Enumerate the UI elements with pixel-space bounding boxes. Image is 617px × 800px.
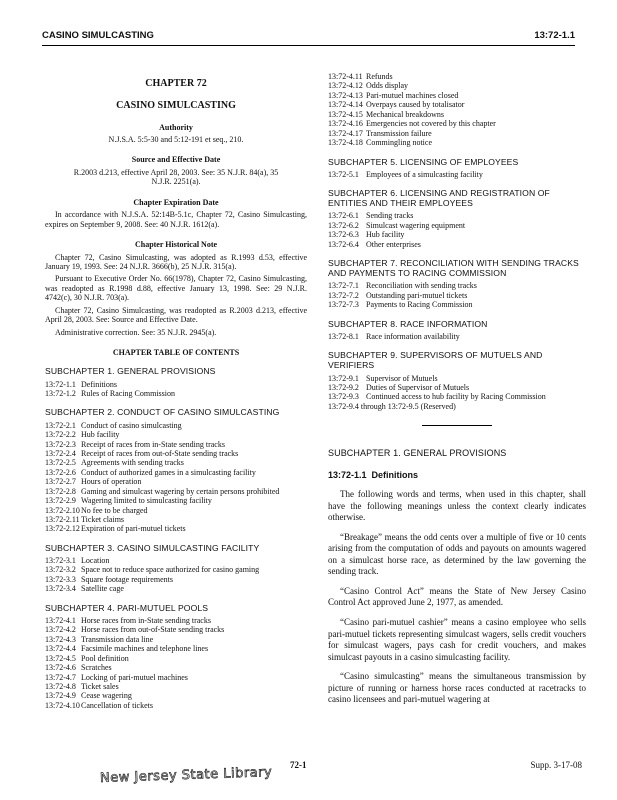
toc-entry: [45, 701, 307, 710]
toc-entry-number: 13:72-5.1: [328, 169, 359, 179]
toc-entry: [45, 691, 307, 700]
toc-subchapter-title: SUBCHAPTER 4. PARI-MUTUEL POOLS: [45, 602, 209, 613]
header-rule: [42, 45, 575, 46]
toc-entry-text: Expiration of pari-mutuel tickets: [81, 524, 186, 534]
toc-left: [45, 366, 307, 710]
toc-entry-number: 13:72-4.7: [45, 672, 76, 682]
toc-entry-number: 13:72-2.8: [45, 486, 76, 496]
toc-entry-text: Horse races from in-State sending tracks: [81, 615, 211, 625]
toc-entry: [328, 119, 586, 128]
toc-entry-text: Employees of a simulcasting facility: [366, 169, 483, 179]
toc-entry-number: 13:72-2.6: [45, 467, 76, 477]
authority-heading: Authority: [159, 122, 193, 132]
toc-entry-number: 13:72-4.9: [45, 691, 76, 701]
toc-entry-text: Refunds: [366, 72, 393, 81]
toc-entry-text: Receipt of races from in-State sending tracks: [81, 439, 225, 449]
toc-entry-number: 13:72-4.6: [45, 663, 76, 673]
toc-entry-text: Mechanical breakdowns: [366, 109, 444, 119]
toc-entry-number: 13:72-6.1: [328, 211, 359, 221]
body-paragraph: The following words and terms, when used in this chapter, shall have the following meanings unless the context clearly indicates otherwise.: [328, 489, 586, 523]
toc-subchapter-title: SUBCHAPTER 3. CASINO SIMULCASTING FACILITY: [45, 542, 260, 553]
toc-entry-text: Continued access to hub facility by Racing Commission: [366, 392, 546, 402]
toc-entry-number: 13:72-3.1: [45, 556, 76, 566]
section-body: [328, 489, 586, 705]
toc-entry: [328, 211, 586, 220]
toc-entry: [328, 374, 586, 383]
toc-entry-text: Locking of pari-mutuel machines: [81, 672, 188, 682]
toc-entry-number: 13:72-8.1: [328, 331, 359, 341]
section-number: 13:72-1.1: [328, 469, 367, 480]
toc-entry-text: Wagering limited to simulcasting facility: [81, 496, 212, 506]
toc-entry-number: 13:72-2.2: [45, 430, 76, 440]
toc-entry: [45, 458, 307, 467]
toc-entry: [328, 129, 586, 138]
history-paragraph: Pursuant to Executive Order No. 66(1978), Chapter 72, Casino Simulcasting, was readopted as R.1998 d.88, effective January 13, 1998. See: 29 N.J.R. 4742(c), 30 N.J.R. 703(a).: [45, 274, 307, 303]
toc-entry-number: 13:72-6.4: [328, 239, 359, 249]
toc-entry-text: Facsimile machines and telephone lines: [81, 644, 209, 654]
separator-rule: [422, 425, 492, 426]
toc-entry: [328, 402, 586, 411]
toc-entry: [45, 440, 307, 449]
toc-entry-number: 13:72-4.3: [45, 634, 76, 644]
toc-entry-text: 13:72-9.4 through 13:72-9.5 (Reserved): [328, 401, 456, 411]
chapter-title: CASINO SIMULCASTING: [116, 99, 236, 111]
toc-entry-text: Square footage requirements: [81, 574, 173, 584]
toc-entry-number: 13:72-2.11: [45, 515, 80, 524]
toc-entry: [328, 221, 586, 230]
history-paragraph: Chapter 72, Casino Simulcasting, was readopted as R.2003 d.213, effective April 28, 2003. See: Source and Effective Date.: [45, 305, 307, 325]
toc-subchapter-title: SUBCHAPTER 2. CONDUCT OF CASINO SIMULCASTING: [45, 407, 280, 418]
toc-entry-text: Conduct of authorized games in a simulcasting facility: [81, 467, 256, 477]
toc-entry-text: Agreements with sending tracks: [81, 458, 184, 468]
toc-entry: [328, 332, 586, 341]
toc-entry-text: Receipt of races from out-of-State sending tracks: [81, 448, 239, 458]
toc-entry-text: Hours of operation: [81, 477, 142, 487]
chapter-number: CHAPTER 72: [145, 78, 207, 89]
toc-entry: [45, 673, 307, 682]
toc-entry-text: Outstanding pari-mutuel tickets: [366, 290, 468, 300]
toc-entry-number: 13:72-3.2: [45, 565, 76, 575]
library-stamp: New Jersey State Library: [99, 764, 273, 787]
toc-entry: [45, 515, 307, 524]
toc-entry-text: Gaming and simulcast wagering by certain persons prohibited: [81, 486, 280, 496]
toc-entry-text: Other enterprises: [366, 239, 421, 249]
toc-entry-number: 13:72-2.10: [45, 505, 80, 515]
toc-entry-text: Definitions: [81, 379, 117, 389]
toc-entry-number: 13:72-2.3: [45, 439, 76, 449]
toc-subchapter-title: SUBCHAPTER 8. RACE INFORMATION: [328, 318, 488, 329]
toc-entry: [45, 421, 307, 430]
toc-subchapter-title: SUBCHAPTER 7. RECONCILIATION WITH SENDING TRACKS AND PAYMENTS TO RACING COMMISSION: [328, 258, 579, 279]
toc-entry: [45, 380, 307, 389]
toc-entry: [45, 616, 307, 625]
toc-entry-number: 13:72-1.2: [45, 389, 76, 399]
toc-continuation: [328, 72, 586, 148]
toc-entry-text: Overpays caused by totalisator: [366, 100, 465, 110]
toc-entry-number: 13:72-7.3: [328, 300, 359, 310]
toc-entry-number: 13:72-4.14: [328, 100, 363, 110]
toc-entry-number: 13:72-7.1: [328, 281, 359, 291]
toc-entry-number: 13:72-2.1: [45, 420, 76, 430]
body-paragraph: “Breakage” means the odd cents over a multiple of five or 10 cents arising from the computation of odds and payouts on amounts wagered on a simulcast horse race, as determined by the law governing the sending track.: [328, 531, 586, 577]
toc-entry-text: Cease wagering: [81, 691, 132, 701]
toc-entry-number: 13:72-9.1: [328, 373, 359, 383]
toc-subchapter-title: SUBCHAPTER 1. GENERAL PROVISIONS: [45, 366, 216, 377]
history-paragraph: Chapter 72, Casino Simulcasting, was adopted as R.1993 d.53, effective January 19, 1993. See: 24 N.J.R. 3666(b), 25 N.J.R. 315(a).: [45, 252, 307, 271]
body-subchapter-title: SUBCHAPTER 1. GENERAL PROVISIONS: [328, 448, 507, 459]
toc-entry-text: Duties of Supervisor of Mutuels: [366, 383, 470, 392]
toc-entry-text: Rules of Racing Commission: [81, 389, 175, 399]
toc-entry-number: 13:72-3.4: [45, 584, 76, 594]
toc-subchapter-title: SUBCHAPTER 9. SUPERVISORS OF MUTUELS AND VERIFIERS: [328, 350, 543, 371]
toc-entry-number: 13:72-4.11: [328, 72, 363, 81]
toc-entry: [45, 468, 307, 477]
toc-entry-text: Transmission failure: [366, 128, 432, 138]
toc-entry-number: 13:72-2.7: [45, 477, 76, 487]
body-paragraph: “Casino simulcasting” means the simultaneous transmission by picture of running or harness horse races conducted at racetracks to casino licensees and pari-mutuel wagering at: [328, 671, 586, 705]
toc-entry-text: Simulcast wagering equipment: [366, 220, 466, 230]
section-title: Definitions: [371, 469, 419, 480]
toc-entry: [328, 170, 586, 179]
toc-entry: [45, 506, 307, 515]
toc-subchapter-title: SUBCHAPTER 5. LICENSING OF EMPLOYEES: [328, 156, 519, 167]
supplement-date: Supp. 3-17-08: [530, 760, 582, 770]
toc-entry-text: Horse races from out-of-State sending tracks: [81, 625, 225, 635]
history-paragraph: Administrative correction. See: 35 N.J.R. 2945(a).: [55, 327, 217, 337]
toc-entry-number: 13:72-4.4: [45, 644, 76, 654]
toc-entry: [328, 383, 586, 392]
toc-entry-number: 13:72-4.15: [328, 109, 363, 119]
header-title: CASINO SIMULCASTING: [42, 30, 154, 41]
toc-entry-text: Payments to Racing Commission: [366, 300, 473, 310]
toc-entry-text: Space not to reduce space authorized for casino gaming: [81, 565, 260, 575]
toc-subchapter-title: SUBCHAPTER 6. LICENSING AND REGISTRATION OF ENTITIES AND THEIR EMPLOYEES: [328, 188, 550, 209]
header-section: 13:72-1.1: [534, 30, 575, 41]
toc-entry: [45, 477, 307, 486]
toc-entry: [328, 72, 586, 81]
section-heading: [328, 470, 586, 482]
toc-entry: [45, 625, 307, 634]
toc-entry: [45, 556, 307, 565]
toc-entry-text: Reconciliation with sending tracks: [366, 281, 477, 291]
toc-entry-number: 13:72-9.2: [328, 383, 359, 392]
toc-entry-text: Ticket claims: [81, 515, 125, 524]
toc-entry: [45, 654, 307, 663]
toc-entry: [45, 524, 307, 533]
toc-entry-text: Hub facility: [366, 230, 405, 240]
body-paragraph: “Casino Control Act” means the State of New Jersey Casino Control Act approved June 2, 1977, as amended.: [328, 585, 586, 608]
toc-entry-number: 13:72-2.4: [45, 448, 76, 458]
toc-entry: [45, 635, 307, 644]
toc-entry-text: Location: [81, 556, 110, 566]
toc-entry-text: Commingling notice: [366, 138, 432, 148]
toc-entry-text: Hub facility: [81, 430, 120, 440]
history-heading: Chapter Historical Note: [134, 240, 218, 250]
toc-entry: [328, 138, 586, 147]
toc-entry-number: 13:72-4.5: [45, 653, 76, 663]
toc-entry-text: Pari-mutuel machines closed: [366, 90, 459, 100]
toc-entry-text: Sending tracks: [366, 211, 414, 221]
toc-entry: [45, 575, 307, 584]
toc-entry-text: Race information availability: [366, 331, 460, 341]
toc-entry-text: Transmission data line: [81, 634, 154, 644]
toc-entry: [328, 392, 586, 401]
toc-entry-number: 13:72-4.13: [328, 90, 363, 100]
toc-entry-number: 13:72-4.2: [45, 625, 76, 635]
toc-entry-number: 13:72-2.9: [45, 496, 76, 506]
toc-entry: [45, 496, 307, 505]
expiration-heading: Chapter Expiration Date: [133, 197, 219, 207]
toc-entry-text: Satellite cage: [81, 584, 124, 594]
page-number: 72-1: [290, 760, 307, 770]
toc-entry-text: Supervisor of Mutuels: [366, 373, 438, 383]
toc-heading: CHAPTER TABLE OF CONTENTS: [112, 348, 240, 358]
toc-entry-number: 13:72-3.3: [45, 574, 76, 584]
toc-entry-number: 13:72-4.18: [328, 138, 363, 148]
body-paragraph: “Casino pari-mutuel cashier” means a casino employee who sells pari-mutuel tickets representing simulcast wagers, sells credit vouchers for simulcast wagers, pays cash for credit vouchers, and makes simulcast payouts in a casino simulcasting facility.: [328, 616, 586, 662]
toc-entry-text: Ticket sales: [81, 681, 119, 691]
toc-entry-number: 13:72-4.1: [45, 615, 76, 625]
toc-entry-number: 13:72-2.12: [45, 524, 80, 534]
toc-entry: [328, 100, 586, 109]
toc-entry-number: 13:72-4.8: [45, 681, 76, 691]
toc-entry: [45, 389, 307, 398]
toc-entry-number: 13:72-4.17: [328, 128, 363, 138]
toc-entry: [45, 449, 307, 458]
toc-entry: [45, 644, 307, 653]
toc-entry: [45, 565, 307, 574]
toc-entry: [45, 682, 307, 691]
toc-right: [328, 157, 586, 412]
toc-entry-number: 13:72-4.12: [328, 81, 363, 91]
toc-entry-number: 13:72-9.3: [328, 392, 359, 402]
toc-entry: [328, 230, 586, 239]
toc-entry-text: Scratches: [81, 663, 112, 673]
toc-entry-number: 13:72-1.1: [45, 379, 76, 389]
toc-entry-text: Emergencies not covered by this chapter: [366, 119, 496, 129]
toc-entry-number: 13:72-4.16: [328, 119, 363, 129]
right-column: [328, 72, 586, 706]
toc-entry-text: Cancellation of tickets: [81, 700, 153, 710]
toc-entry-text: Conduct of casino simulcasting: [81, 420, 182, 430]
toc-entry-number: 13:72-2.5: [45, 458, 76, 468]
expiration-text: In accordance with N.J.S.A. 52:14B-5.1c, Chapter 72, Casino Simulcasting, expires on September 9, 2008. See: 40 N.J.R. 1612(a).: [45, 210, 307, 229]
toc-entry: [328, 291, 586, 300]
toc-entry-text: Pool definition: [81, 653, 129, 663]
toc-entry: [328, 281, 586, 290]
toc-entry-number: 13:72-4.10: [45, 700, 80, 710]
toc-entry-number: 13:72-6.2: [328, 220, 359, 230]
toc-entry: [328, 240, 586, 249]
toc-entry-number: 13:72-7.2: [328, 290, 359, 300]
toc-entry-number: 13:72-6.3: [328, 230, 359, 240]
running-header: [42, 30, 575, 41]
source-text: R.2003 d.213, effective April 28, 2003. See: 35 N.J.R. 84(a), 35 N.J.R. 2251(a).: [73, 167, 279, 187]
history-notes: [45, 253, 307, 338]
authority-text: N.J.S.A. 5:5-30 and 5:12-191 et seq., 210.: [108, 135, 244, 145]
toc-entry: [328, 300, 586, 309]
toc-entry: [45, 584, 307, 593]
toc-entry: [328, 81, 586, 90]
source-heading: Source and Effective Date: [131, 155, 221, 165]
toc-entry: [45, 487, 307, 496]
toc-entry: [45, 663, 307, 672]
toc-entry: [328, 91, 586, 100]
toc-entry: [328, 110, 586, 119]
toc-entry-text: No fee to be charged: [81, 505, 148, 515]
toc-entry: [45, 430, 307, 439]
toc-entry-text: Odds display: [366, 81, 408, 91]
left-column: [45, 70, 307, 710]
